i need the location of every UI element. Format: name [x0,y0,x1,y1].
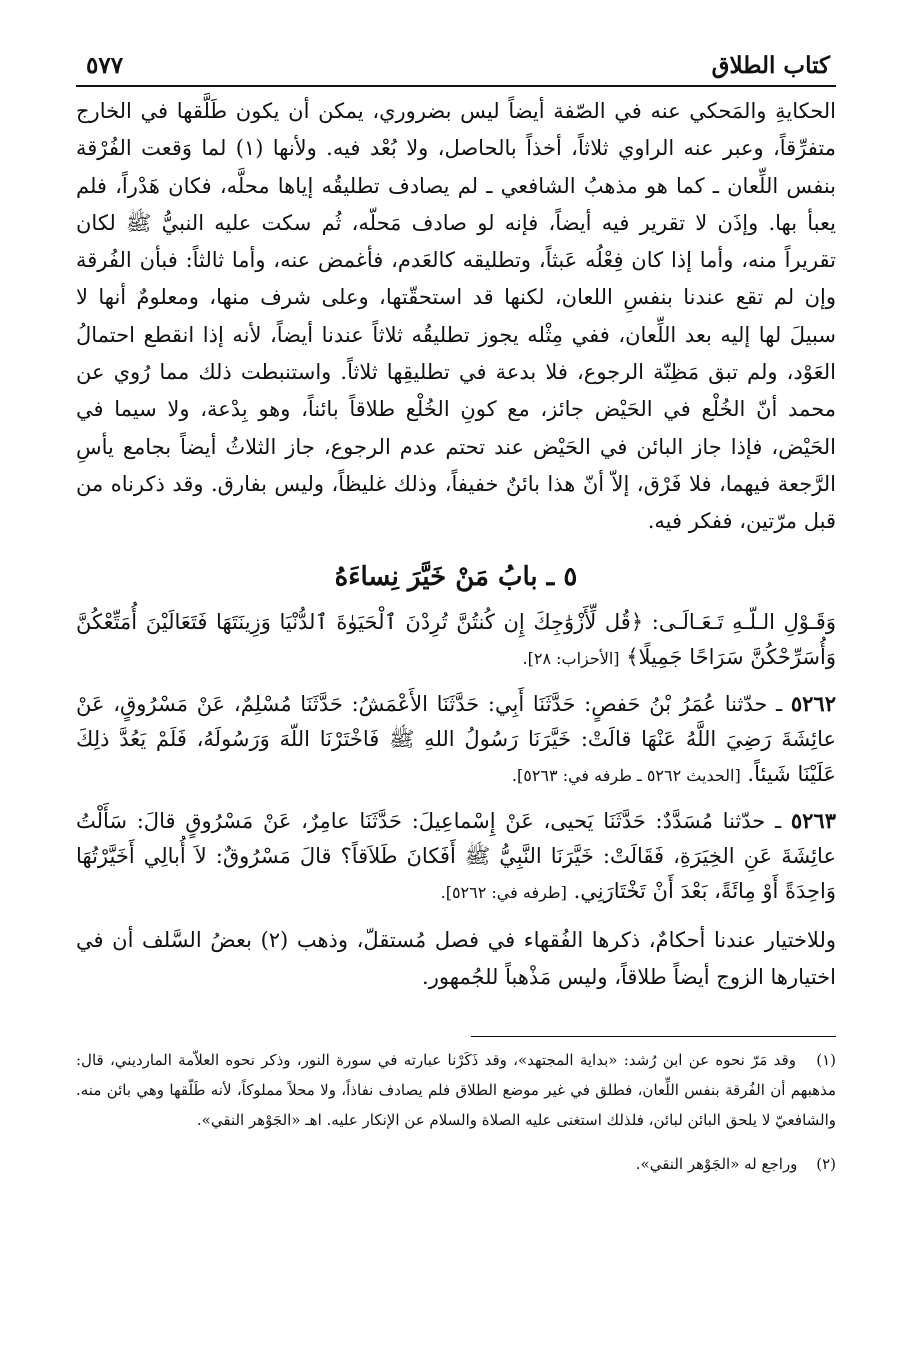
hadith-text: ـ حدّثنا عُمَرُ بْنُ حَفصٍ: حَدَّثَنَا أَبِي: حَدَّثَنَا الأَعْمَشُ: حَدَّثَنَا مُسْلِمٌ، عَنْ مَسْرُوقٍ، عَنْ عائِشَةَ رَضِيَ اللَّهُ عَنْهَا قالَتْ: خَيَّرَنَا رَسُولُ اللهِ ﷺ فَاخْتَرْنَا اللّهَ وَرَسُولَهُ، فَلَمْ يَعُدَّ ذلِكَ عَلَيْنَا شَيئاً. [76,691,836,786]
hadith-number: ٥٢٦٢ [790,690,836,716]
footnote [76,1045,836,1135]
quran-verse-block [76,605,836,676]
hadith-entry [76,803,836,910]
footnote-text: وقد مَرّ نحوه عن ابن رُشد: «بداية المجتهد»، وقد ذَكَرْنا عبارته في سورة النور، وذكر نحوه العلاّمة المارديني، قال: مذهبهم أن الفُرقة بنفس اللِّعان، فطلق في غير موضع الطلاق فلم يصادف نفاذاً، ولا محلاً مملوكاً، لأنه طَلّقها وهي بائن منه. والشافعيّ لا يلحق البائن لبائن، فلذلك استغنى عليه الصلاة والسلام عن الإنكار عليه. اهـ «الجَوْهر النقي». [76,1051,836,1130]
verse-reference: [الأحزاب: ٢٨]. [522,648,620,668]
chapter-heading: ٥ ـ بابُ مَنْ خَيَّرَ نِساءَهُ [334,561,578,592]
footnote-marker: (١) [816,1051,836,1070]
footnote [76,1149,836,1179]
footnote-text: وراجع له «الجَوْهر النقي». [635,1155,798,1174]
footnote-rule [471,1036,836,1037]
hadith-text: ـ حدّثنا مُسَدَّدٌ: حَدَّثَنَا يَحيى، عَنْ إِسْماعِيلَ: حَدَّثَنَا عامِرٌ، عَنْ مَسْرُوقٍ قالَ: سَأَلْتُ عائِشَةَ عَنِ الخِيَرَةِ، فَقَالَتْ: خَيَّرَنَا النَّبِيُّ ﷺ أَفَكانَ طَلاَقاً؟ قالَ مَسْرُوقٌ: لاَ أُبالِي أَخَيَّرْتُهَا وَاحِدَةً أَوْ مِائَةً، بَعْدَ أَنْ تَخْتَارَنِي. [76,808,836,903]
footnote-marker: (٢) [816,1155,836,1174]
header-rule [76,85,836,87]
commentary-paragraph: الحكايةِ والمَحكي عنه في الصّفة أيضاً ليس بضروري، يمكن أن يكون طَلَّقها في الخارج متفرِّقاً، وعبر عنه الراوي ثلاثاً، أخذاً بالحاصل، ولا بُعْد فيه. ولأنها (١) لما وَقعت الفُرْقة بنفس اللِّعان ـ كما هو مذهبُ الشافعي ـ لم يصادف تطليقُه إياها محلَّه، فكان هَدْراً، فلم يعبأ بها. وإذَن لا تقرير فيه أيضاً، فإنه لو صادف مَحلّه، ثُم سكت عليه النبيُّ ﷺ لكان تقريراً منه، وأما إذا كان فِعْلُه عَبثاً، وتطليقه كالعَدم، فأغمض عنه، وأما ثالثاً: فبأن الفُرقة وإن لم تقع عندنا بنفسِ اللعان، لكنها قد استحقّتها، وعلى شرف منها، ومعلومٌ أنها لا سبيلَ لها إليه بعد اللِّعان، ففي مِثْله يجوز تطليقُه ثلاثاً عندنا أيضاً، لأنه إذا انقطع احتمالُ العَوْد، ولم تبق مَظِنّة الرجوع، فلا بدعة في تطليقِها ثلاثاً. واستنبطت ذلك مما رُوي عن محمد أنّ الخُلْع في الحَيْض جائز، مع كونِ الخُلْع طلاقاً بائناً، وهو بِدْعة، ولا سيما في الحَيْض، فإذا جاز البائن في الحَيْض عند تحتم عدم الرجوع، جاز الثلاثُ أيضاً بجامع يأسِ الرَّجعة فيهما، فلا فَرْق، إلاّ أنّ هذا بائنٌ خفيفاً، وذلك غليظاً، وليس بفارق. وقد ذكرناه من قبل مرّتين، ففكر فيه. [76,99,837,534]
verse-intro: وَقَـوْلِ الـلّـهِ تَـعَـالَـى: [651,609,836,634]
hadith-reference: [طرفه في: ٥٢٦٢]. [440,882,567,902]
page-number: ٥٧٧ [86,52,124,79]
page-header [76,52,836,85]
verse-text: ﴿قُل لِّأَزْوَٰجِكَ إِن كُنتُنَّ تُرِدْنَ ٱلْحَيَوٰةَ ٱلدُّنْيَا وَزِينَتَهَا فَتَعَالَيْنَ أُمَتِّعْكُنَّ وَأُسَرِّحْكُنَّ سَرَاحًا جَمِيلًا﴾ [76,609,836,669]
closing-paragraph: وللاختيار عندنا أحكامٌ، ذكرها الفُقهاء في فصل مُستقلّ، وذهب (٢) بعضُ السَّلف أن في اختيارها الزوج أيضاً طلاقاً، وليس مَذْهباً للجُمهور. [76,927,836,989]
running-title: كتاب الطلاق [711,52,830,79]
hadith-reference: [الحديث ٥٢٦٢ ـ طرفه في: ٥٢٦٣]. [511,765,741,785]
hadith-entry [76,686,836,793]
hadith-number: ٥٢٦٣ [790,807,836,833]
